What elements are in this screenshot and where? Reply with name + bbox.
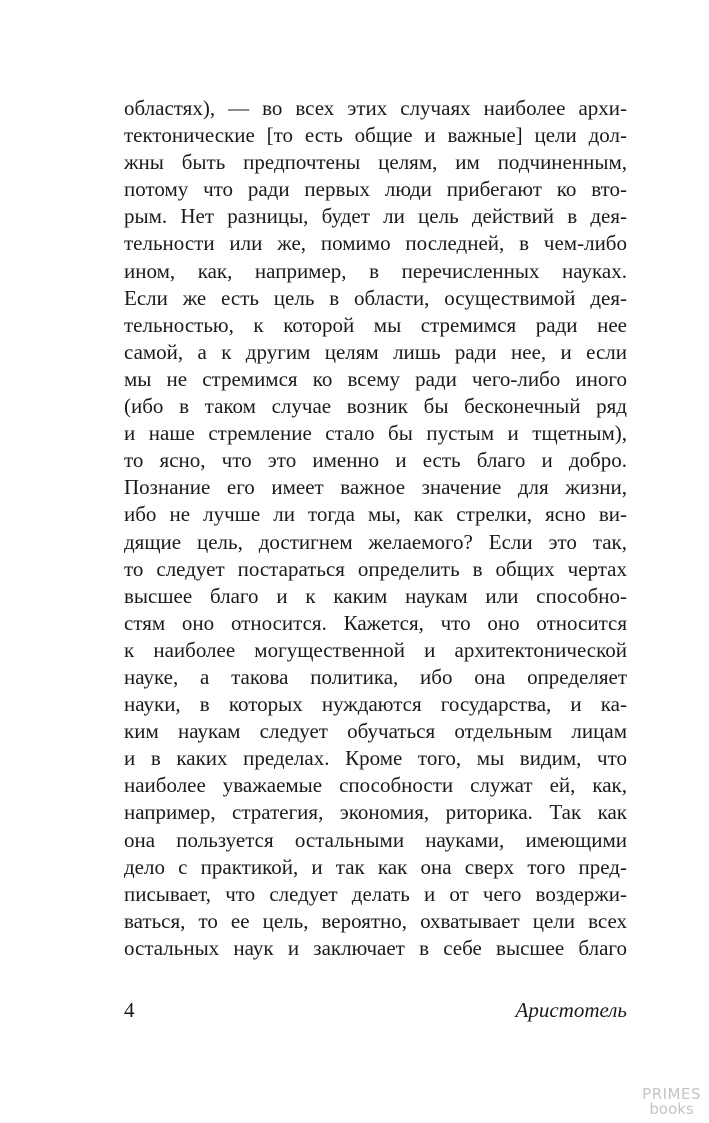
text-line: ваться, то ее цель, вероятно, охватывает цели всех bbox=[124, 908, 627, 933]
text-line: науки, в которых нуждаются государства, и ка- bbox=[124, 692, 627, 717]
text-line: тельности или же, помимо последней, в чем-либо bbox=[124, 231, 627, 256]
text-line: ином, как, например, в перечисленных науках. bbox=[124, 258, 627, 283]
text-line: областях), — во всех этих случаях наиболее архи- bbox=[124, 96, 627, 120]
watermark-line1: PRIMES bbox=[642, 1085, 701, 1103]
text-line: остальных наук и заключает в себе высшее благо bbox=[124, 935, 627, 960]
text-line: наиболее уважаемые способности служат ей, как, bbox=[124, 773, 627, 798]
text-line: тектонические [то есть общие и важные] цели дол- bbox=[124, 123, 627, 148]
text-line: дящие цель, достигнем желаемого? Если это так, bbox=[124, 529, 627, 554]
text-line: ибо не лучше ли тогда мы, как стрелки, ясно ви- bbox=[124, 502, 627, 527]
text-line: то ясно, что это именно и есть благо и добро. bbox=[124, 448, 627, 473]
text-line: потому что ради первых люди прибегают ко вто- bbox=[124, 177, 627, 202]
page-number: 4 bbox=[124, 998, 135, 1022]
text-line: и в каких пределах. Кроме того, мы видим, что bbox=[124, 746, 627, 771]
text-line: ким наукам следует обучаться отдельным лицам bbox=[124, 719, 627, 744]
text-line: самой, а к другим целям лишь ради нее, и если bbox=[124, 339, 627, 364]
text-line: рым. Нет разницы, будет ли цель действий в дея- bbox=[124, 204, 627, 229]
text-line: и наше стремление стало бы пустым и тщетным), bbox=[124, 421, 627, 446]
text-line: к наиболее могущественной и архитектонической bbox=[124, 637, 627, 662]
text-line: Познание его имеет важное значение для жизни, bbox=[124, 475, 627, 500]
text-line: например, стратегия, экономия, риторика. Так как bbox=[124, 800, 627, 825]
running-author: Аристотель bbox=[515, 998, 627, 1022]
text-line: (ибо в таком случае возник бы бесконечный ряд bbox=[124, 394, 627, 419]
watermark-line2: books bbox=[649, 1100, 694, 1118]
text-line: дело с практикой, и так как она сверх того пред- bbox=[124, 854, 627, 879]
text-line: она пользуется остальными науками, имеющими bbox=[124, 827, 627, 852]
text-line: то следует постараться определить в общих чертах bbox=[124, 556, 627, 581]
text-line: стям оно относится. Кажется, что оно относится bbox=[124, 610, 627, 635]
body-text bbox=[124, 95, 627, 962]
text-line: писывает, что следует делать и от чего воздержи- bbox=[124, 881, 627, 906]
watermark-logo bbox=[642, 1087, 701, 1117]
text-line: тельностью, к которой мы стремимся ради нее bbox=[124, 312, 627, 337]
text-line: жны быть предпочтены целям, им подчиненным, bbox=[124, 150, 627, 175]
text-line: науке, а такова политика, ибо она определяет bbox=[124, 664, 627, 689]
text-line: высшее благо и к каким наукам или способно- bbox=[124, 583, 627, 608]
text-line: мы не стремимся ко всему ради чего-либо иного bbox=[124, 366, 627, 391]
text-line: Если же есть цель в области, осуществимой дея- bbox=[124, 285, 627, 310]
page-footer bbox=[124, 998, 627, 1024]
